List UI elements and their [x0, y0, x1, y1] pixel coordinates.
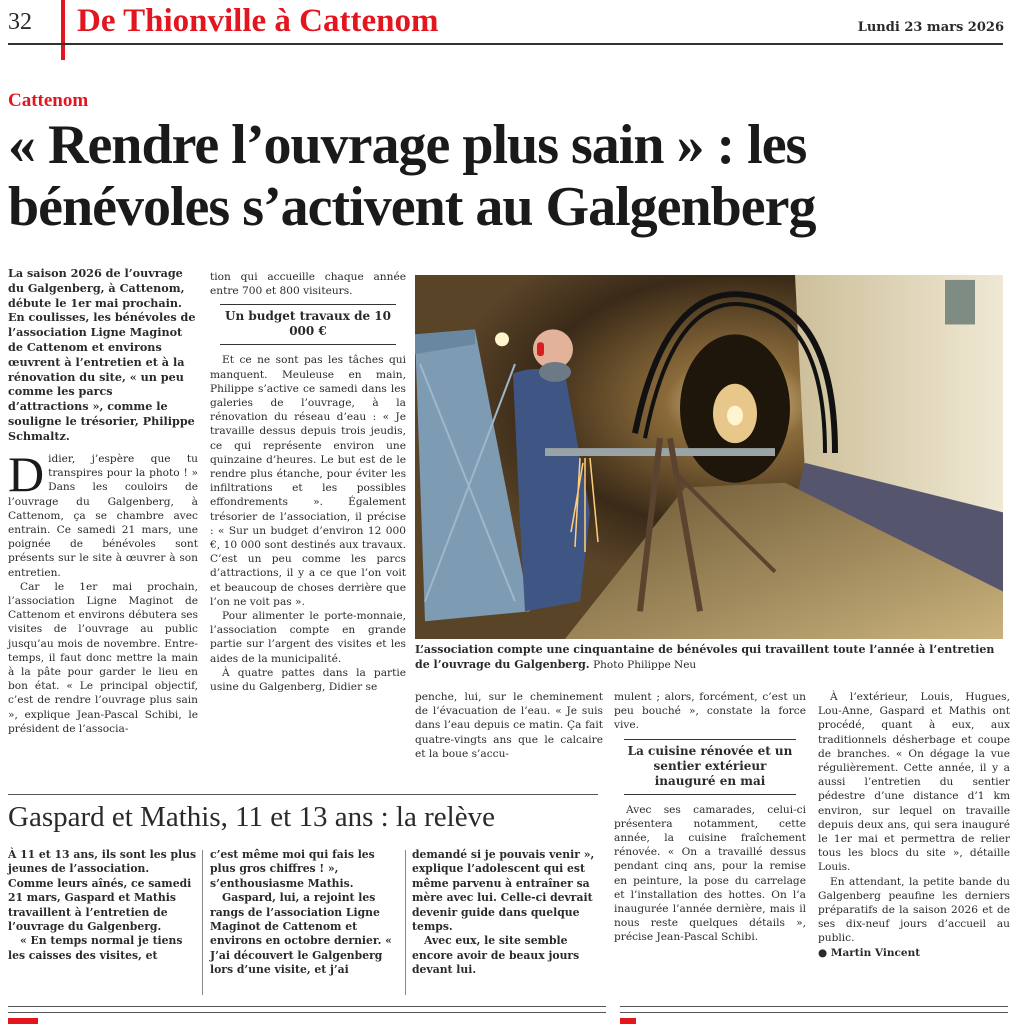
bullet-icon: ●: [818, 946, 831, 959]
paragraph: Car le 1er mai prochain, l’association Ligne Maginot de Cattenom et environs débutera ses visites de l’ouvrage au public jusqu’au mois de novembre. Entre-temps, il faut donc mettre la main à la pâte pour garder le lieu en bon état. « Le principal objectif, c’est de rendre l’ouvrage plus sain », explique Jean-Pascal Schibi, le président de l’associa-: [8, 580, 198, 735]
paragraph: À quatre pattes dans la partie usine du Galgenberg, Didier se: [210, 666, 406, 694]
article-column-2: [210, 270, 406, 694]
paragraph: mulent ; alors, forcément, c’est un peu bouché », constate la force vive.: [614, 691, 806, 732]
box-column-2: [210, 848, 400, 978]
box-top-rule: [8, 794, 598, 795]
article-column-1: [8, 446, 198, 736]
page-number: 32: [8, 9, 32, 35]
article-kicker: Cattenom: [8, 90, 89, 111]
headline-line-1: « Rendre l’ouvrage plus sain » : les: [8, 114, 807, 176]
byline-author: Martin Vincent: [830, 946, 921, 959]
drop-cap: D: [8, 446, 45, 502]
article-column-4: [614, 690, 806, 945]
footer-double-rule-right: [620, 1006, 1008, 1013]
paragraph: Gaspard, lui, a rejoint les rangs de l’association Ligne Maginot de Cattenom et environs en octobre dernier. « J’ai découvert le Galgenberg lors d’une visite, et j’ai: [210, 891, 392, 977]
section-title: De Thionville à Cattenom: [77, 3, 439, 39]
paragraph: À 11 et 13 ans, ils sont les plus jeunes de l’association. Comme leurs aînés, ce samedi 21 mars, Gaspard et Mathis travaillent à l’entretien de l’ouvrage du Galgenberg.: [8, 848, 197, 934]
byline: [818, 946, 1010, 960]
headline-line-2: bénévoles s’activent au Galgenberg: [8, 176, 816, 238]
paragraph: demandé si je pouvais venir », explique l’adolescent qui est même parvenu à entraîner sa mère avec lui. Celle-ci devrait devenir guide dans quelque temps.: [412, 848, 595, 934]
article-column-5: [818, 690, 1010, 960]
paragraph: tion qui accueille chaque année entre 700 et 800 visiteurs.: [210, 271, 406, 298]
paragraph: Avec eux, le site semble encore avoir de beaux jours devant lui.: [412, 934, 580, 977]
article-photo: [415, 275, 1003, 639]
paragraph: penche, lui, sur le cheminement de l’évacuation de l’eau. « Je suis dans l’eau depuis ce matin. Ça fait quatre-vingts ans que le calcaire et la boue s’accu-: [415, 691, 603, 760]
subheading-cuisine: La cuisine rénovée et un sentier extérieur inauguré en mai: [624, 739, 796, 795]
box-column-1: [8, 848, 198, 963]
caption-text: L’association compte une cinquantaine de bénévoles qui travaillent toute l’année à l’entretien de l’ouvrage du Galgenberg.: [415, 643, 995, 671]
photo-caption: [415, 643, 1010, 672]
section-accent-bar: [61, 0, 65, 60]
paragraph: À l’extérieur, Louis, Hugues, Lou-Anne, Gaspard et Mathis ont procédé, quant à eux, aux traditionnels désherbage et coupe de branches. « On dégage la vue régulièrement. Cette année, il y a aussi l’entretien du sentier pédestre d’une distance d’1 km environ, sur lequel on travaille depuis deux ans, qui sera inauguré le 1er mai et permettra de relier tous les blocs du site », détaille Louis.: [818, 691, 1010, 874]
header-rule: [8, 43, 1003, 45]
paragraph: Et ce ne sont pas les tâches qui manquent. Meuleuse en main, Philippe s’active ce samedi dans les galeries de l’ouvrage, à la rénovation du réseau d’eau : « Je travaille dessus depuis trois jeudis, ce qui représente environ une quinzaine d’heures. Le but est de le rendre plus étanche, pour éviter les infiltrations et les possibles effondrements ». Également trésorier de l’association, il précise : « Sur un budget d’environ 12 000 €, 10 000 sont destinés aux travaux. C’est un peu comme les parcs d’attractions, il y a ce que l’on voit et beaucoup de choses derrière que l’on ne voit pas ».: [210, 354, 406, 608]
paragraph: c’est même moi qui fais les plus gros chiffres ! », s’enthousiasme Mathis.: [210, 848, 375, 890]
column-divider: [202, 850, 203, 995]
article-lead: La saison 2026 de l’ouvrage du Galgenberg, à Cattenom, débute le 1er mai prochain. En coulisses, les bénévoles de l’association Ligne Maginot de Cattenom et environs œuvrent à l’entretien et à la rénovation du site, « un peu comme les parcs d’attractions », comme le souligne le trésorier, Philippe Schmaltz.: [8, 266, 196, 443]
paragraph: Pour alimenter le porte-monnaie, l’association compte en grande partie sur l’argent des visites et les aides de la municipalité.: [210, 610, 406, 665]
box-column-3: [412, 848, 602, 978]
subheading-budget: Un budget travaux de 10 000 €: [220, 304, 396, 345]
paragraph: idier, j’espère que tu transpires pour la photo ! » Dans les couloirs de l’ouvrage du Galgenberg, à Cattenom, ça se chambre avec entrain. Ce samedi 21 mars, une poignée de bénévoles sont présents sur le site à œuvrer à son entretien.: [8, 453, 198, 579]
paragraph: Avec ses camarades, celui-ci présentera notamment, cette année, la cuisine fraîchement rénovée. « On a travaillé dessus pendant cinq ans, pour la remise en peinture, la pose du carrelage et l’installation des hottes. On l’a inaugurée l’année dernière, mais il nous reste quelques détails », précise Jean-Pascal Schibi.: [614, 803, 806, 944]
next-article-stub-right: [620, 1018, 636, 1024]
box-title: Gaspard et Mathis, 11 et 13 ans : la relève: [8, 801, 495, 833]
issue-date: Lundi 23 mars 2026: [857, 20, 1004, 35]
paragraph: « En temps normal je tiens les caisses des visites, et: [8, 934, 183, 962]
article-headline: [8, 114, 1008, 238]
article-column-3: [415, 690, 603, 761]
footer-double-rule-left: [8, 1006, 606, 1013]
tunnel-worker-photo: [415, 275, 1003, 639]
paragraph: En attendant, la petite bande du Galgenberg peaufine les derniers préparatifs de la saison 2026 et de ses dix-neuf jours d’accueil au public.: [818, 875, 1010, 945]
photo-credit: Photo Philippe Neu: [593, 658, 697, 671]
column-divider: [405, 850, 406, 995]
next-article-stub-left: [8, 1018, 38, 1024]
